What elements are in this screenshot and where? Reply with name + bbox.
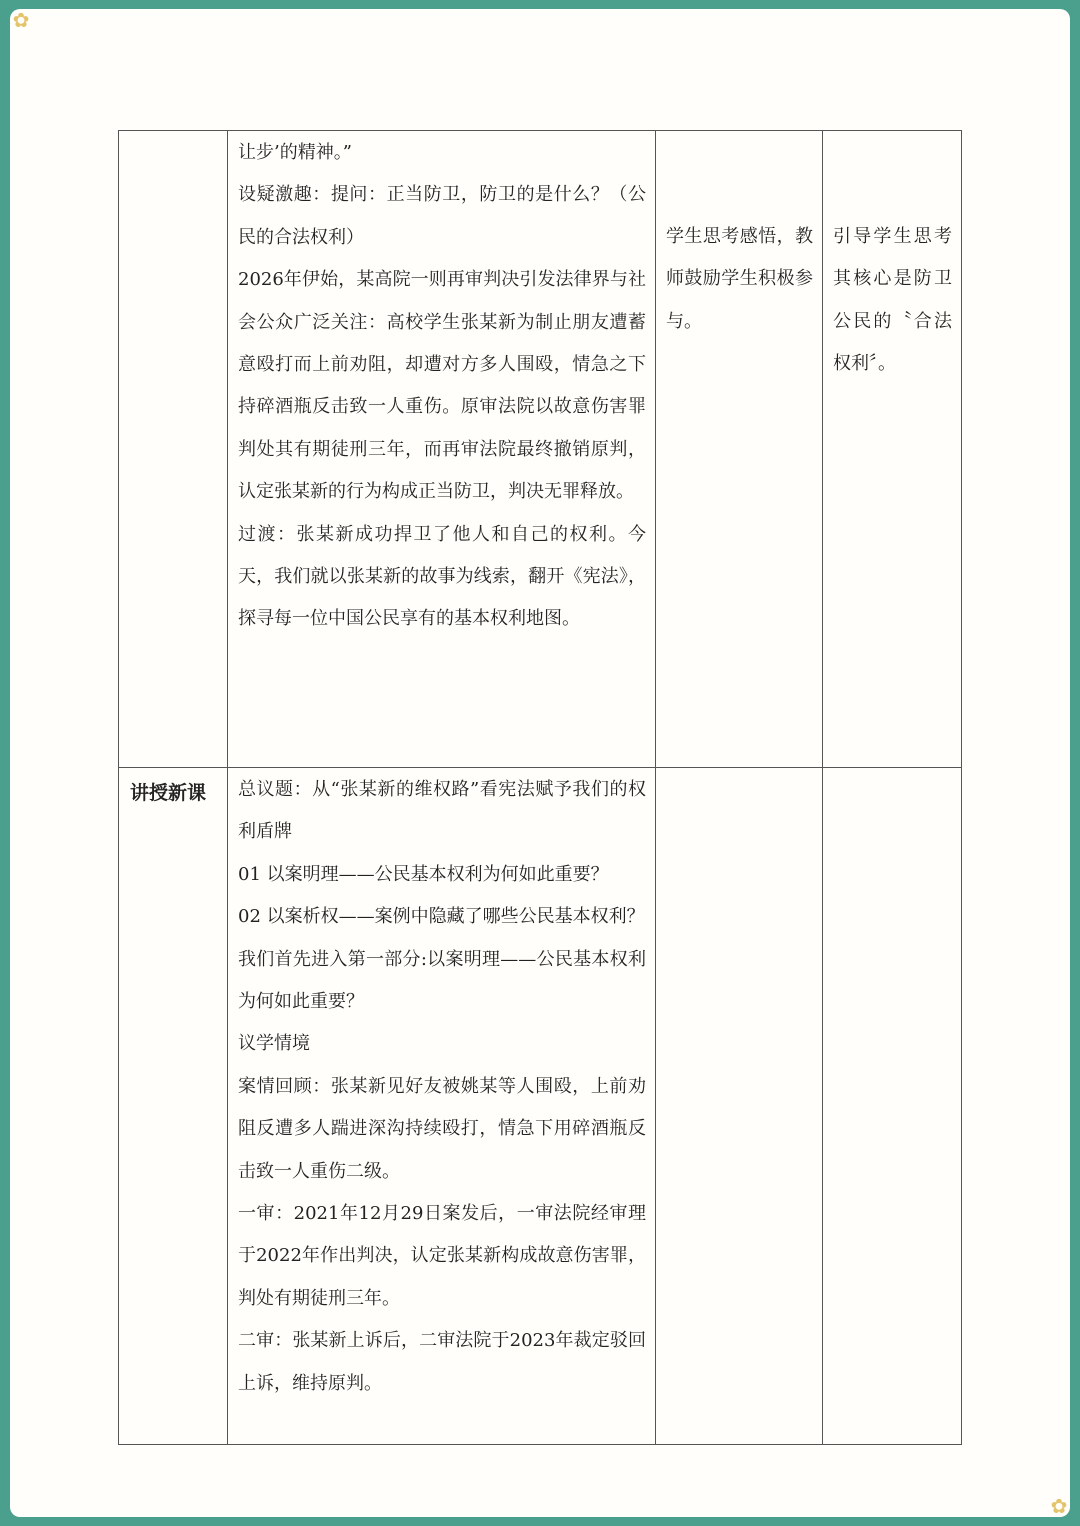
stage-label: 讲授新课 [130,782,207,804]
content-paragraph: 2026年伊始，某高院一则再审判决引发法律界与社会公众广泛关注：高校学生张某新为制止朋友遭蓄意殴打而上前劝阻，却遭对方多人围殴，情急之下持碎酒瓶反击致一人重伤。原审法院以故意伤害罪判处其有期徒刑三年，而再审法院最终撤销原判，认定张某新的行为构成正当防卫，判决无罪释放。 [238,269,646,503]
table-row [119,768,962,1445]
lesson-plan-table [118,130,962,1445]
content-paragraph: 案情回顾：张某新见好友被姚某等人围殴，上前劝阻反遭多人踹进深沟持续殴打，情急下用碎酒瓶反击致一人重伤二级。 [238,1075,646,1182]
student-activity-cell [656,768,823,1445]
stage-cell [119,768,228,1445]
content-cell [228,768,656,1445]
content-paragraph: 让步’的精神。” [238,142,352,163]
design-intent-cell [823,768,962,1445]
design-intent-text: 引导学生思考其核心是防卫公民的〝合法权利〞。 [833,226,952,375]
content-paragraph: 设疑激趣：提问：正当防卫，防卫的是什么？（公民的合法权利） [238,184,646,248]
document-page [10,9,1070,1517]
content-paragraph: 议学情境 [238,1033,310,1055]
content-paragraph: 过渡：张某新成功捍卫了他人和自己的权利。今天，我们就以张某新的故事为线索，翻开《宪法》，探寻每一位中国公民享有的基本权利地图。 [238,523,646,630]
flower-icon: ✿ [1050,1494,1068,1518]
table-row [119,131,962,768]
content-paragraph: 01 以案明理——公民基本权利为何如此重要？ [238,863,609,885]
student-activity-text: 学生思考感悟，教师鼓励学生积极参与。 [666,226,813,332]
flower-icon: ✿ [12,8,30,32]
student-activity-cell [656,131,823,768]
design-intent-cell [823,131,962,768]
stage-cell [119,131,228,768]
content-cell [228,131,656,768]
content-paragraph: 02 以案析权——案例中隐藏了哪些公民基本权利？ [238,906,645,928]
stage-label [119,131,227,143]
content-paragraph: 总议题：从“张某新的维权路”看宪法赋予我们的权利盾牌 [238,779,646,843]
content-paragraph: 二审：张某新上诉后，二审法院于2023年裁定驳回上诉，维持原判。 [238,1330,646,1394]
content-paragraph: 我们首先进入第一部分:以案明理——公民基本权利为何如此重要？ [238,948,646,1013]
content-paragraph: 一审：2021年12月29日案发后，一审法院经审理于2022年作出判决，认定张某新构成故意伤害罪，判处有期徒刑三年。 [238,1203,646,1309]
